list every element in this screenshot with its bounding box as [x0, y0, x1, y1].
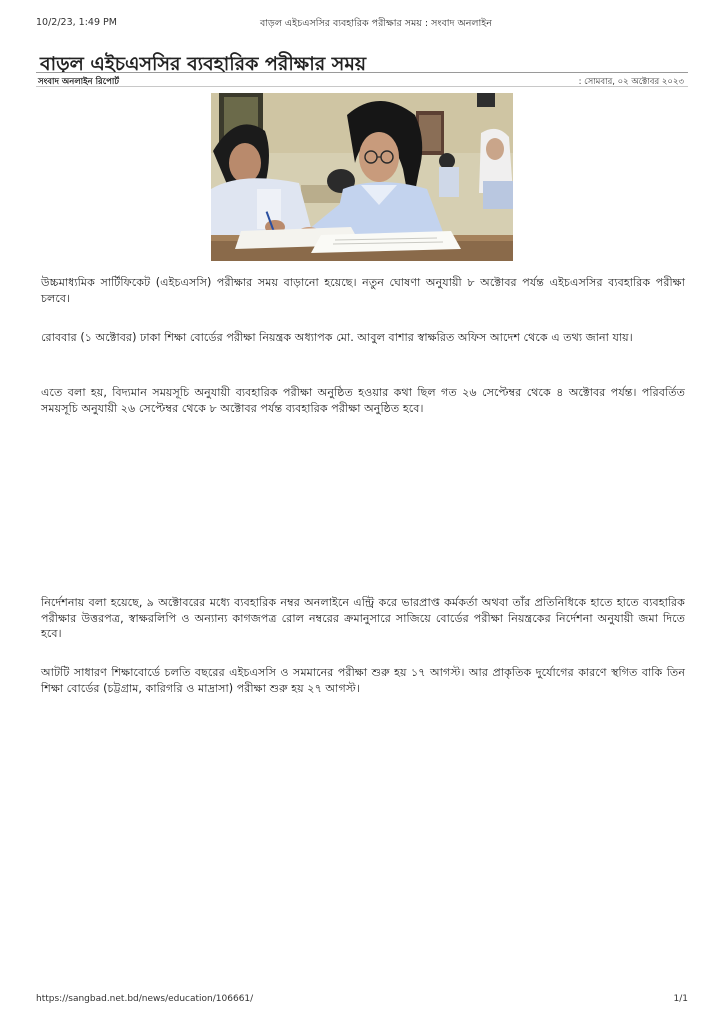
- students-writing-exam-photo: [211, 93, 513, 261]
- article-paragraph: নির্দেশনায় বলা হয়েছে, ৯ অক্টোবরের মধ্যে ব্যবহারিক নম্বর অনলাইনে এন্ট্রি করে ভারপ্রাপ্ত কর্মকর্তা অথবা তাঁর প্রতিনিধিকে হাতে হাতে ব্যবহারিক পরীক্ষার উত্তরপত্র, স্বাক্ষরলিপি ও অন্যান্য কাগজপত্র রোল নম্বরের ক্রমানুসারে সাজিয়ে বোর্ডের পরীক্ষা নিয়ন্ত্রকের নির্দেশনা অনুযায়ী জমা দিতে হবে।: [41, 596, 685, 640]
- article-byline: সংবাদ অনলাইন রিপোর্ট: [38, 77, 119, 87]
- article-paragraph: এতে বলা হয়, বিদ্যমান সময়সূচি অনুযায়ী ব্যবহারিক পরীক্ষা অনুষ্ঠিত হওয়ার কথা ছিল গত ২৬ সেপ্টেম্বর থেকে ৪ অক্টোবর পর্যন্ত। পরিবর্তিত সময়সূচি অনুযায়ী ২৬ সেপ্টেম্বর থেকে ৮ অক্টোবর পর্যন্ত ব্যবহারিক পরীক্ষা অনুষ্ঠিত হবে।: [41, 386, 685, 415]
- article-headline: বাড়ল এইচএসসির ব্যবহারিক পরীক্ষার সময়: [40, 52, 367, 75]
- print-datetime: 10/2/23, 1:49 PM: [36, 17, 117, 28]
- page-number: 1/1: [673, 994, 688, 1004]
- meta-divider-bottom: [36, 86, 688, 87]
- article-paragraph: রোববার (১ অক্টোবর) ঢাকা শিক্ষা বোর্ডের পরীক্ষা নিয়ন্ত্রক অধ্যাপক মো. আবুল বাশার স্বাক্ষরিত অফিস আদেশ থেকে এ তথ্য জানা যায়।: [41, 331, 633, 344]
- meta-divider-top: [36, 72, 688, 73]
- article-photo: [211, 93, 513, 261]
- article-paragraph: আটটি সাধারণ শিক্ষাবোর্ডে চলতি বছরের এইচএসসি ও সমমানের পরীক্ষা শুরু হয় ১৭ আগস্ট। আর প্রাকৃতিক দুর্যোগের কারণে স্থগিত বাকি তিন শিক্ষা বোর্ডের (চট্টগ্রাম, কারিগরি ও মাদ্রাসা) পরীক্ষা শুরু হয় ২৭ আগস্ট।: [41, 666, 685, 695]
- article-date: : সোমবার, ০২ অক্টোবর ২০২৩: [578, 77, 684, 87]
- article-paragraph: উচ্চমাধ্যমিক সার্টিফিকেট (এইচএসসি) পরীক্ষার সময় বাড়ানো হয়েছে। নতুন ঘোষণা অনুযায়ী ৮ অক্টোবর পর্যন্ত এইচএসসির ব্যবহারিক পরীক্ষা চলবে।: [41, 276, 685, 305]
- source-url-link[interactable]: https://sangbad.net.bd/news/education/106661/: [36, 994, 254, 1004]
- print-page-title: বাড়ল এইচএসসির ব্যবহারিক পরীক্ষার সময় : সংবাদ অনলাইন: [260, 18, 492, 29]
